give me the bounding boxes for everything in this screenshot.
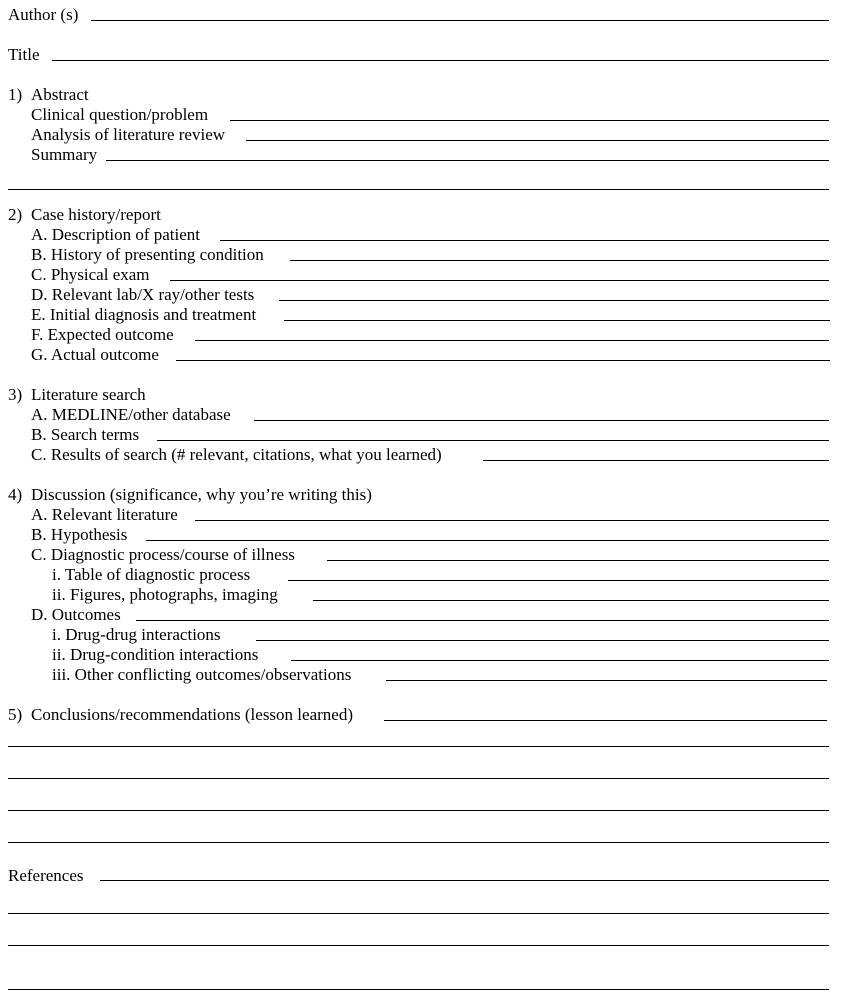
discussion-item-label: B. Hypothesis <box>31 525 128 544</box>
literature-search-heading-row <box>0 385 842 405</box>
literature-search-item-row <box>0 445 842 465</box>
answer-line[interactable] <box>106 160 829 161</box>
abstract-item-label: Analysis of literature review <box>31 125 226 144</box>
abstract-heading: Abstract <box>31 85 89 104</box>
abstract-heading-row <box>0 85 842 105</box>
answer-line[interactable] <box>176 360 830 361</box>
literature-search-item-label: B. Search terms <box>31 425 140 444</box>
title-label: Title <box>8 45 40 64</box>
case-history-item-label: F. Expected outcome <box>31 325 174 344</box>
conclusions-extra-line[interactable] <box>8 778 829 779</box>
case-history-item-row <box>0 225 842 245</box>
discussion-subitem-label: ii. Drug-condition interactions <box>52 645 259 664</box>
author-row <box>0 5 842 25</box>
references-extra-line[interactable] <box>8 913 829 914</box>
answer-line[interactable] <box>386 680 827 681</box>
answer-line[interactable] <box>136 620 829 621</box>
abstract-item-row <box>0 145 842 165</box>
answer-line[interactable] <box>279 300 829 301</box>
conclusions-heading: Conclusions/recommendations (lesson learned) <box>31 705 353 724</box>
answer-line[interactable] <box>146 540 829 541</box>
references-extra-line[interactable] <box>8 945 829 946</box>
discussion-subitem-row <box>0 665 842 685</box>
discussion-item-row <box>0 545 842 565</box>
discussion-subitem-row <box>0 565 842 585</box>
answer-line[interactable] <box>195 520 829 521</box>
case-history-item-row <box>0 345 842 365</box>
discussion-item-row <box>0 605 842 625</box>
case-history-number: 2) <box>8 205 23 224</box>
answer-line[interactable] <box>157 440 829 441</box>
references-extra-line[interactable] <box>8 989 829 990</box>
answer-line[interactable] <box>284 320 830 321</box>
case-history-item-row <box>0 265 842 285</box>
answer-line[interactable] <box>290 260 829 261</box>
literature-search-item-label: C. Results of search (# relevant, citations, what you learned) <box>31 445 442 464</box>
case-history-item-row <box>0 285 842 305</box>
case-history-item-label: A. Description of patient <box>31 225 201 244</box>
answer-line[interactable] <box>230 120 829 121</box>
literature-search-heading: Literature search <box>31 385 146 404</box>
answer-line[interactable] <box>327 560 829 561</box>
conclusions-number: 5) <box>8 705 23 724</box>
literature-search-item-row <box>0 405 842 425</box>
abstract-item-label: Summary <box>31 145 98 164</box>
conclusions-extra-line[interactable] <box>8 746 829 747</box>
discussion-heading-row <box>0 485 842 505</box>
answer-line[interactable] <box>384 720 827 721</box>
discussion-item-row <box>0 525 842 545</box>
author-label: Author (s) <box>8 5 79 24</box>
answer-line[interactable] <box>170 280 829 281</box>
discussion-item-label: C. Diagnostic process/course of illness <box>31 545 295 564</box>
case-history-item-label: G. Actual outcome <box>31 345 159 364</box>
case-history-item-label: B. History of presenting condition <box>31 245 264 264</box>
author-line[interactable] <box>91 20 829 21</box>
discussion-subitem-label: i. Table of diagnostic process <box>52 565 251 584</box>
literature-search-item-label: A. MEDLINE/other database <box>31 405 231 424</box>
references-line[interactable] <box>100 880 829 881</box>
title-line[interactable] <box>52 60 829 61</box>
discussion-heading: Discussion (significance, why you’re writing this) <box>31 485 372 504</box>
discussion-number: 4) <box>8 485 23 504</box>
discussion-subitem-label: ii. Figures, photographs, imaging <box>52 585 278 604</box>
abstract-extra-line[interactable] <box>8 189 829 190</box>
discussion-item-row <box>0 505 842 525</box>
discussion-item-label: D. Outcomes <box>31 605 121 624</box>
discussion-subitem-label: iii. Other conflicting outcomes/observations <box>52 665 352 684</box>
literature-search-item-row <box>0 425 842 445</box>
answer-line[interactable] <box>254 420 829 421</box>
abstract-item-row <box>0 125 842 145</box>
answer-line[interactable] <box>291 660 829 661</box>
discussion-item-label: A. Relevant literature <box>31 505 178 524</box>
case-history-item-label: D. Relevant lab/X ray/other tests <box>31 285 255 304</box>
references-label: References <box>8 866 84 885</box>
references-row <box>0 866 842 886</box>
conclusions-heading-row <box>0 705 842 725</box>
answer-line[interactable] <box>313 600 829 601</box>
abstract-item-row <box>0 105 842 125</box>
case-history-item-label: E. Initial diagnosis and treatment <box>31 305 257 324</box>
case-history-heading-row <box>0 205 842 225</box>
conclusions-extra-line[interactable] <box>8 810 829 811</box>
case-history-heading: Case history/report <box>31 205 161 224</box>
case-history-item-row <box>0 305 842 325</box>
discussion-subitem-row <box>0 625 842 645</box>
answer-line[interactable] <box>483 460 829 461</box>
abstract-number: 1) <box>8 85 23 104</box>
case-history-item-row <box>0 325 842 345</box>
answer-line[interactable] <box>220 240 829 241</box>
title-row <box>0 45 842 65</box>
abstract-item-label: Clinical question/problem <box>31 105 209 124</box>
conclusions-extra-line[interactable] <box>8 842 829 843</box>
case-history-item-row <box>0 245 842 265</box>
discussion-subitem-row <box>0 585 842 605</box>
answer-line[interactable] <box>195 340 829 341</box>
discussion-subitem-row <box>0 645 842 665</box>
answer-line[interactable] <box>246 140 829 141</box>
discussion-subitem-label: i. Drug-drug interactions <box>52 625 221 644</box>
case-history-item-label: C. Physical exam <box>31 265 150 284</box>
answer-line[interactable] <box>256 640 829 641</box>
answer-line[interactable] <box>288 580 829 581</box>
literature-search-number: 3) <box>8 385 23 404</box>
